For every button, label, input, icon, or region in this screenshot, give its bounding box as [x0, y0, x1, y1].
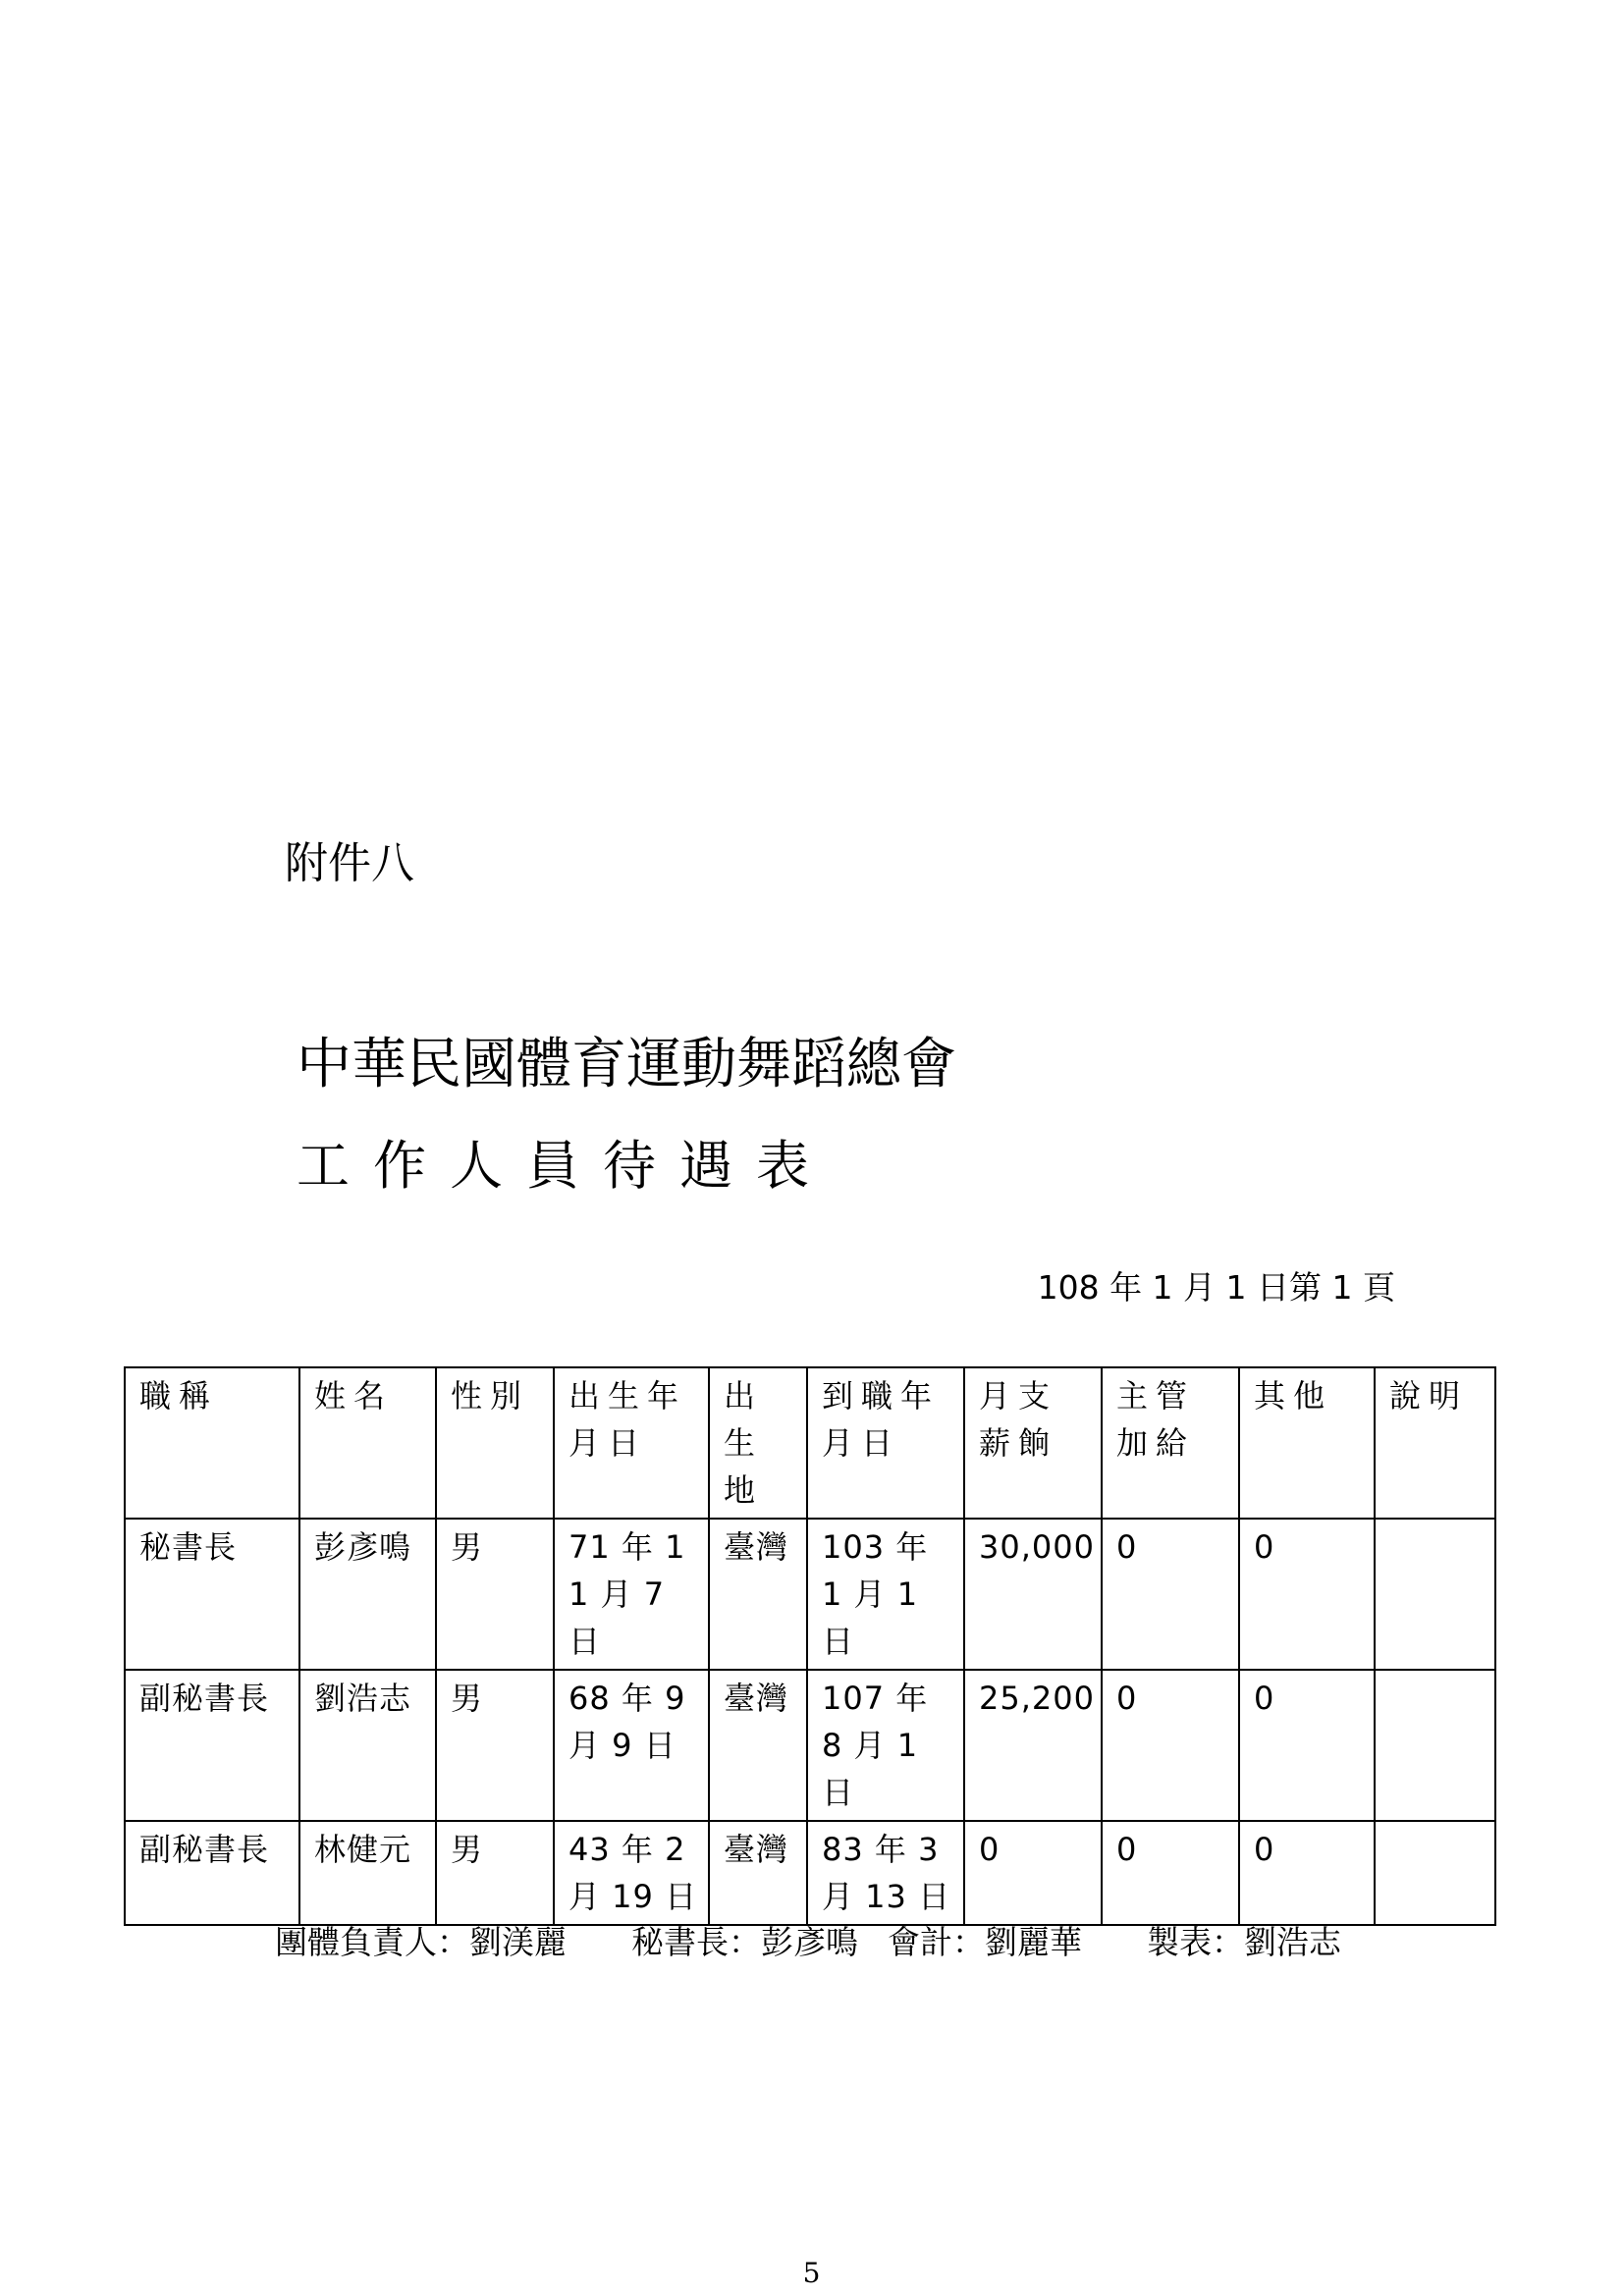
cell-other: 0 [1239, 1519, 1375, 1670]
cell-birthplace: 臺灣 [709, 1670, 807, 1821]
cell-remarks [1375, 1670, 1495, 1821]
signature-line [275, 1920, 1341, 1965]
prepared-by-signature: 製表：劉浩志 [1147, 1923, 1341, 1961]
column-header-title: 職稱 [125, 1367, 299, 1519]
cell-start-date: 107 年 8 月 1 日 [807, 1670, 964, 1821]
cell-gender: 男 [436, 1670, 554, 1821]
staff-compensation-table [124, 1366, 1496, 1926]
column-header-other: 其他 [1239, 1367, 1375, 1519]
column-header-supervisor-allowance: 主管加給 [1102, 1367, 1239, 1519]
cell-title: 副秘書長 [125, 1821, 299, 1925]
column-header-remarks: 說明 [1375, 1367, 1495, 1519]
table-row [125, 1821, 1495, 1925]
cell-supervisor-allowance: 0 [1102, 1821, 1239, 1925]
table-header-row [125, 1367, 1495, 1519]
column-header-monthly-salary: 月支薪餉 [964, 1367, 1102, 1519]
page-number: 5 [802, 2257, 821, 2289]
cell-birthplace: 臺灣 [709, 1821, 807, 1925]
cell-supervisor-allowance: 0 [1102, 1670, 1239, 1821]
column-header-name: 姓名 [299, 1367, 436, 1519]
cell-remarks [1375, 1821, 1495, 1925]
cell-title: 秘書長 [125, 1519, 299, 1670]
cell-remarks [1375, 1519, 1495, 1670]
cell-other: 0 [1239, 1670, 1375, 1821]
cell-monthly-salary: 25,200 [964, 1670, 1102, 1821]
table-row [125, 1519, 1495, 1670]
column-header-gender: 性別 [436, 1367, 554, 1519]
organization-name: 中華民國體育運動舞蹈總會 [297, 1033, 956, 1096]
date-page-line: 108 年 1 月 1 日第 1 頁 [1037, 1268, 1395, 1307]
cell-birthplace: 臺灣 [709, 1519, 807, 1670]
table-body [125, 1519, 1495, 1925]
cell-gender: 男 [436, 1821, 554, 1925]
cell-name: 彭彥鳴 [299, 1519, 436, 1670]
cell-other: 0 [1239, 1821, 1375, 1925]
cell-gender: 男 [436, 1519, 554, 1670]
cell-title: 副秘書長 [125, 1670, 299, 1821]
accountant-signature: 會計：劉麗華 [888, 1923, 1082, 1961]
cell-monthly-salary: 0 [964, 1821, 1102, 1925]
document-title: 工作人員待遇表 [297, 1135, 833, 1197]
cell-birth-date: 68 年 9 月 9 日 [554, 1670, 709, 1821]
cell-birth-date: 71 年 11 月 7 日 [554, 1519, 709, 1670]
column-header-birthplace: 出生地 [709, 1367, 807, 1519]
cell-name: 劉浩志 [299, 1670, 436, 1821]
secretary-general-signature: 秘書長：彭彥鳴 [631, 1923, 858, 1961]
cell-start-date: 83 年 3 月 13 日 [807, 1821, 964, 1925]
cell-name: 林健元 [299, 1821, 436, 1925]
responsible-person-signature: 團體負責人：劉渼麗 [275, 1923, 567, 1961]
cell-start-date: 103 年 1 月 1 日 [807, 1519, 964, 1670]
table-row [125, 1670, 1495, 1821]
column-header-start-date: 到職年月日 [807, 1367, 964, 1519]
attachment-label: 附件八 [285, 838, 414, 888]
cell-supervisor-allowance: 0 [1102, 1519, 1239, 1670]
cell-birth-date: 43 年 2 月 19 日 [554, 1821, 709, 1925]
cell-monthly-salary: 30,000 [964, 1519, 1102, 1670]
column-header-birth-date: 出生年月日 [554, 1367, 709, 1519]
